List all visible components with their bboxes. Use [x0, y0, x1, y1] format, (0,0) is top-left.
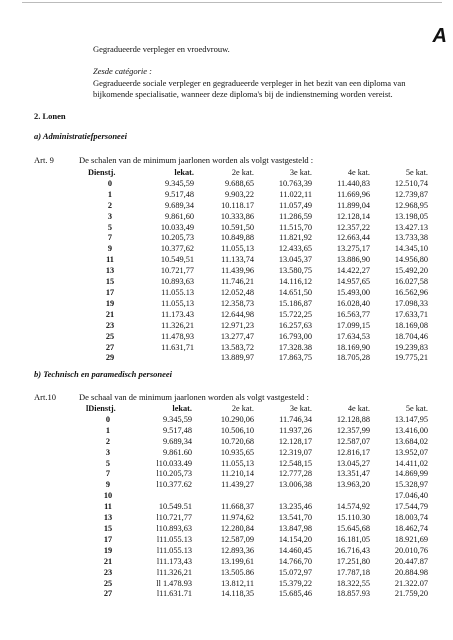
- salary-cell: 10.118.17: [221, 200, 254, 210]
- table-row: [88, 212, 428, 223]
- salary-cell: 14.957,65: [336, 277, 370, 287]
- salary-cell: 11.669,96: [337, 189, 370, 199]
- salary-cell: 18.704,46: [394, 331, 428, 341]
- salary-cell: 11.821,92: [279, 233, 312, 243]
- years-of-service-cell: 0: [107, 178, 113, 188]
- category-label: Zesde catégorie :: [93, 66, 153, 76]
- salary-cell: 9.689,34: [164, 200, 194, 210]
- salary-cell: 12.433,65: [278, 244, 312, 254]
- salary-cell: 13.006,38: [278, 480, 312, 490]
- salary-cell: 12.128,14: [336, 211, 370, 221]
- table-row: [88, 201, 428, 212]
- salary-cell: 16.793,00: [278, 331, 312, 341]
- years-of-service-cell: 7: [107, 233, 113, 243]
- art10-label: Art.10: [34, 392, 56, 402]
- years-of-service-cell: 19: [103, 545, 113, 555]
- salary-cell: 20.447.87: [394, 556, 428, 566]
- salary-cell: 15.492,20: [394, 266, 428, 276]
- salary-cell: 13.952,07: [394, 447, 428, 457]
- salary-cell: 13.045,37: [278, 255, 312, 265]
- salary-cell: 16.716,43: [336, 545, 370, 555]
- column-header: 3e kat.: [289, 404, 312, 413]
- salary-cell: 10.935,65: [220, 447, 254, 457]
- salary-cell: 12.663,44: [336, 233, 370, 243]
- salary-cell: 18.857.93: [336, 589, 370, 599]
- years-of-service-cell: 17: [103, 534, 113, 544]
- salary-cell: 17.098,33: [394, 298, 428, 308]
- table-row: [88, 223, 428, 234]
- art10-text: De schaal van de minimum jaarlonen worden als volgt vastgesteld :: [79, 392, 309, 402]
- table-row: [88, 343, 428, 354]
- salary-cell: 15.072,97: [278, 567, 312, 577]
- salary-cell: 15.379,22: [278, 578, 312, 588]
- salary-cell: 17.328.38: [278, 342, 312, 352]
- subsection-a-title: a) Administratiefpersoneei: [34, 131, 127, 141]
- salary-cell: l10.205,73: [156, 469, 192, 479]
- table-row: [86, 557, 428, 568]
- years-of-service-cell: 27: [103, 589, 113, 599]
- table-header-row: [88, 168, 428, 179]
- salary-cell: 13.541,70: [278, 513, 312, 523]
- table-row: [86, 491, 428, 502]
- salary-cell: 11.631,71: [161, 342, 194, 352]
- table-row: [86, 579, 428, 590]
- salary-cell: l11.326,21: [156, 567, 192, 577]
- art9-text: De schalen van de minimum jaarlonen worden als volgt vastgesteld :: [79, 155, 314, 165]
- years-of-service-cell: 27: [105, 342, 115, 352]
- salary-cell: 10.377,62: [160, 244, 194, 254]
- salary-cell: 13.583,72: [220, 342, 254, 352]
- salary-cell: 14.766,70: [278, 556, 312, 566]
- column-header: lDienstj.: [86, 404, 116, 413]
- salary-cell: 20.010,76: [394, 545, 428, 555]
- years-of-service-cell: 11: [106, 255, 114, 265]
- salary-cell: 10.849,88: [220, 233, 254, 243]
- salary-cell: 11.439,96: [221, 266, 254, 276]
- salary-cell: 18.322,55: [336, 578, 370, 588]
- table-row: [86, 502, 428, 513]
- salary-cell: 9.861.60: [162, 447, 192, 457]
- salary-cell: 14.154,20: [278, 534, 312, 544]
- table-row: [88, 179, 428, 190]
- salary-cell: 10.205,73: [160, 233, 194, 243]
- salary-cell: 15.328,97: [394, 480, 428, 490]
- salary-cell: 12.587,07: [336, 436, 370, 446]
- table-row: [86, 535, 428, 546]
- years-of-service-cell: 3: [107, 211, 113, 221]
- salary-cell: 16.181,05: [336, 534, 370, 544]
- years-of-service-cell: 1: [105, 425, 111, 435]
- salary-cell: 10.720,68: [220, 436, 254, 446]
- salary-cell: 11.899,04: [337, 200, 370, 210]
- salary-cell: 14.869,99: [394, 469, 428, 479]
- salary-cell: 13.198,05: [394, 211, 428, 221]
- salary-cell: 16.028,40: [336, 298, 370, 308]
- salary-cell: 13.235,46: [278, 502, 312, 512]
- salary-cell: 15.186,87: [278, 298, 312, 308]
- years-of-service-cell: 25: [103, 578, 113, 588]
- salary-cell: 9.688,65: [224, 178, 254, 188]
- table-row: [86, 448, 428, 459]
- salary-cell: [130, 491, 192, 502]
- years-of-service-cell: 3: [105, 447, 111, 457]
- salary-cell: 12.893,36: [220, 545, 254, 555]
- salary-cell: 17.099,15: [336, 320, 370, 330]
- salary-cell: 17.634,53: [336, 331, 370, 341]
- salary-cell: 12.357,99: [336, 425, 370, 435]
- salary-cell: 17.863,75: [278, 353, 312, 363]
- salary-cell: 10.721,77: [160, 266, 194, 276]
- years-of-service-cell: 15: [105, 277, 115, 287]
- years-of-service-cell: 5: [107, 222, 113, 232]
- table-header-row: [86, 404, 428, 415]
- table-row: [88, 288, 428, 299]
- table-row: [88, 332, 428, 343]
- years-of-service-cell: 21: [103, 556, 113, 566]
- salary-cell: l10.721,77: [156, 513, 192, 523]
- salary-cell: 11.022,11: [279, 189, 312, 199]
- salary-cell: 10.033,49: [160, 222, 194, 232]
- table-row: [86, 480, 428, 491]
- salary-cell: 13.427.13: [394, 222, 428, 232]
- salary-cell: 13.045,27: [336, 458, 370, 468]
- salary-cell: 10.506,10: [220, 425, 254, 435]
- salary-cell: 12.777,28: [278, 469, 312, 479]
- salary-cell: 13.684,02: [394, 436, 428, 446]
- section-title: 2. Lonen: [34, 111, 66, 121]
- salary-cell: 21.322.07: [394, 578, 428, 588]
- salary-cell: 11.173.43: [161, 309, 194, 319]
- years-of-service-cell: 21: [105, 309, 115, 319]
- salary-cell: 13.147,95: [394, 414, 428, 424]
- salary-cell: 21.759,20: [394, 589, 428, 599]
- salary-cell: 17.633,71: [394, 309, 428, 319]
- salary-cell: 12.968,95: [394, 200, 428, 210]
- years-of-service-cell: 23: [105, 320, 115, 330]
- salary-cell: 11.055,13: [221, 244, 254, 254]
- salary-cell: 12.644,98: [220, 309, 254, 319]
- salary-cell: 11.057,49: [279, 200, 312, 210]
- salary-cell: 12.128,88: [336, 414, 370, 424]
- salary-cell: 9.517,48: [164, 189, 194, 199]
- salary-table-technical: [86, 404, 428, 600]
- column-header: 2e kat.: [231, 168, 254, 177]
- table-row: [86, 426, 428, 437]
- years-of-service-cell: 11: [104, 502, 112, 512]
- salary-cell: 11.286,59: [279, 211, 312, 221]
- salary-cell: 9.689,34: [162, 436, 192, 446]
- years-of-service-cell: 19: [105, 298, 115, 308]
- table-row: [86, 524, 428, 535]
- table-row: [86, 513, 428, 524]
- years-of-service-cell: 23: [103, 567, 113, 577]
- salary-cell: 11.133,74: [221, 255, 254, 265]
- salary-cell: 12.358,73: [220, 298, 254, 308]
- column-header: 5e kat.: [405, 404, 428, 413]
- salary-cell: 11.055.13: [161, 287, 194, 297]
- years-of-service-cell: 2: [105, 436, 111, 446]
- years-of-service-cell: 1: [107, 189, 113, 199]
- salary-cell: 13.505.86: [220, 567, 254, 577]
- salary-cell: 11.515,70: [279, 222, 312, 232]
- salary-cell: 10.333,86: [220, 211, 254, 221]
- salary-cell: 11.937,26: [279, 425, 312, 435]
- table-row: [88, 299, 428, 310]
- years-of-service-cell: 0: [105, 414, 111, 424]
- salary-cell: 13.963,20: [336, 480, 370, 490]
- table-row: [88, 233, 428, 244]
- salary-cell: 11.055,13: [161, 298, 194, 308]
- salary-cell: 14.574,92: [336, 502, 370, 512]
- salary-cell: 18.169,08: [394, 320, 428, 330]
- salary-cell: 18.462,74: [394, 523, 428, 533]
- salary-cell: 17.787,18: [336, 567, 370, 577]
- salary-cell: 16.562,96: [394, 287, 428, 297]
- salary-cell: 17.046,40: [394, 491, 428, 501]
- salary-cell: 11.055,13: [221, 458, 254, 468]
- salary-cell: 17.544,79: [394, 502, 428, 512]
- salary-cell: 9.345,59: [164, 178, 194, 188]
- salary-cell: 18.921,69: [394, 534, 428, 544]
- intro-line: Gegradueerde verpleger en vroedvrouw.: [93, 44, 230, 54]
- salary-cell: l11.055.13: [156, 545, 192, 555]
- salary-cell: ll 1.478.93: [156, 578, 192, 588]
- salary-cell: l11.173,43: [156, 556, 192, 566]
- salary-cell: 12.587,09: [220, 534, 254, 544]
- table-row: [86, 546, 428, 557]
- salary-cell: 15.110.30: [337, 513, 370, 523]
- salary-cell: 14.345,10: [394, 244, 428, 254]
- salary-cell: 12.971,23: [220, 320, 254, 330]
- years-of-service-cell: 7: [105, 469, 111, 479]
- years-of-service-cell: 5: [105, 458, 111, 468]
- salary-cell: 9.345,59: [162, 414, 192, 424]
- salary-cell: 13.199,61: [220, 556, 254, 566]
- column-header: 4e kat.: [347, 404, 370, 413]
- table-row: [88, 353, 428, 364]
- salary-cell: 18.169,90: [336, 342, 370, 352]
- column-header: 5e kat.: [405, 168, 428, 177]
- salary-cell: 13.847,98: [278, 523, 312, 533]
- salary-cell: 10.549.51: [158, 502, 192, 512]
- salary-cell: 13.580,75: [278, 266, 312, 276]
- salary-cell: 13.277,47: [220, 331, 254, 341]
- salary-cell: 17.251,80: [336, 556, 370, 566]
- salary-cell: 14.422,27: [336, 266, 370, 276]
- salary-cell: 10.290,06: [220, 414, 254, 424]
- salary-cell: 15.493,00: [336, 287, 370, 297]
- salary-cell: 13.733,38: [394, 233, 428, 243]
- salary-cell: 12.052,48: [220, 287, 254, 297]
- salary-cell: 14.460,45: [278, 545, 312, 555]
- salary-cell: 13.812,11: [221, 578, 254, 588]
- salary-cell: 9.861,60: [164, 211, 194, 221]
- table-row: [86, 469, 428, 480]
- years-of-service-cell: 2: [107, 200, 113, 210]
- salary-cell: l11.631.71: [156, 589, 192, 599]
- salary-cell: l10.033.49: [156, 458, 192, 468]
- salary-cell: 14.116,12: [279, 277, 312, 287]
- salary-cell: 14.956,80: [394, 255, 428, 265]
- salary-cell: 11.439,27: [221, 480, 254, 490]
- salary-cell: 11.440,83: [337, 178, 370, 188]
- salary-cell: 14.651,50: [278, 287, 312, 297]
- top-rule: [22, 2, 442, 3]
- salary-cell: 14.118,35: [221, 589, 254, 599]
- salary-cell: 10.763,39: [278, 178, 312, 188]
- salary-cell: l10.377.62: [156, 480, 192, 490]
- salary-cell: 13.886,90: [336, 255, 370, 265]
- salary-cell: 15.685,46: [278, 589, 312, 599]
- years-of-service-cell: 25: [105, 331, 115, 341]
- salary-cell: 10.893,63: [160, 277, 194, 287]
- salary-cell: 9.903,22: [224, 189, 254, 199]
- salary-cell: 11.746,21: [221, 277, 254, 287]
- salary-cell: 11.210,14: [221, 469, 254, 479]
- salary-cell: 12.128,17: [278, 436, 312, 446]
- salary-cell: 10.591,50: [220, 222, 254, 232]
- salary-cell: l10.893,63: [156, 523, 192, 533]
- column-header: 2e kat.: [231, 404, 254, 413]
- salary-cell: 13.889,97: [220, 353, 254, 363]
- salary-cell: 16.027,58: [394, 277, 428, 287]
- column-header: Dienstj.: [88, 168, 116, 177]
- salary-cell: 13.416,00: [394, 425, 428, 435]
- column-header: lekat.: [174, 168, 194, 177]
- salary-cell: 9.517,48: [162, 425, 192, 435]
- salary-cell: [192, 491, 254, 502]
- salary-cell: 18.003,74: [394, 513, 428, 523]
- table-row: [88, 277, 428, 288]
- salary-cell: 13.351,47: [336, 469, 370, 479]
- salary-cell: 18.705,28: [336, 353, 370, 363]
- salary-table-administrative: [88, 168, 428, 364]
- salary-cell: 15.645,68: [336, 523, 370, 533]
- column-header: 3e kat.: [289, 168, 312, 177]
- years-of-service-cell: 10: [103, 491, 113, 501]
- salary-cell: 12.510,74: [394, 178, 428, 188]
- salary-cell: 16.257,63: [278, 320, 312, 330]
- art9-label: Art. 9: [34, 155, 54, 165]
- salary-cell: [132, 353, 194, 364]
- column-header: 4e kat.: [347, 168, 370, 177]
- table-row: [86, 589, 428, 600]
- salary-cell: 15.722,25: [278, 309, 312, 319]
- table-row: [88, 255, 428, 266]
- salary-cell: 11.478,93: [161, 331, 194, 341]
- salary-cell: 12.739,87: [394, 189, 428, 199]
- salary-cell: 19.775,21: [394, 353, 428, 363]
- table-row: [88, 321, 428, 332]
- salary-cell: l11.055.13: [156, 534, 192, 544]
- salary-cell: 10.549,51: [160, 255, 194, 265]
- subsection-b-title: b) Technisch en paramedisch personeei: [34, 369, 173, 379]
- table-row: [88, 244, 428, 255]
- table-row: [88, 190, 428, 201]
- page-letter: A: [432, 25, 447, 47]
- salary-cell: 12.357,22: [336, 222, 370, 232]
- table-row: [86, 415, 428, 426]
- salary-cell: 11.326,21: [161, 320, 194, 330]
- salary-cell: [312, 491, 370, 502]
- table-row: [88, 266, 428, 277]
- years-of-service-cell: 13: [103, 513, 113, 523]
- salary-cell: 12.548,15: [278, 458, 312, 468]
- years-of-service-cell: 13: [105, 266, 115, 276]
- years-of-service-cell: 17: [105, 287, 115, 297]
- salary-cell: [254, 491, 312, 502]
- salary-cell: 14.411,02: [395, 458, 428, 468]
- table-row: [86, 437, 428, 448]
- salary-cell: 13.275,17: [336, 244, 370, 254]
- table-row: [88, 310, 428, 321]
- salary-cell: 11.668,37: [221, 502, 254, 512]
- table-row: [86, 568, 428, 579]
- salary-cell: 19.239,83: [394, 342, 428, 352]
- years-of-service-cell: 29: [105, 353, 115, 363]
- salary-cell: 12.319,07: [278, 447, 312, 457]
- category-text: Gegradueerde sociale verpleger en gegradueerde verpleger in het bezit van een diploma van bijkomende specialisatie, wanneer deze diploma's bij de indienstneming worden vereist.: [93, 78, 406, 99]
- salary-cell: 16.563,77: [336, 309, 370, 319]
- salary-cell: 20.884.98: [394, 567, 428, 577]
- years-of-service-cell: 9: [107, 244, 113, 254]
- salary-cell: 12.816,17: [336, 447, 370, 457]
- salary-cell: 12.280,84: [220, 523, 254, 533]
- years-of-service-cell: 9: [105, 480, 111, 490]
- column-header: lekat.: [172, 404, 192, 413]
- salary-cell: 11.746,34: [279, 414, 312, 424]
- salary-cell: 11.974,62: [221, 513, 254, 523]
- table-row: [86, 459, 428, 470]
- years-of-service-cell: 15: [103, 523, 113, 533]
